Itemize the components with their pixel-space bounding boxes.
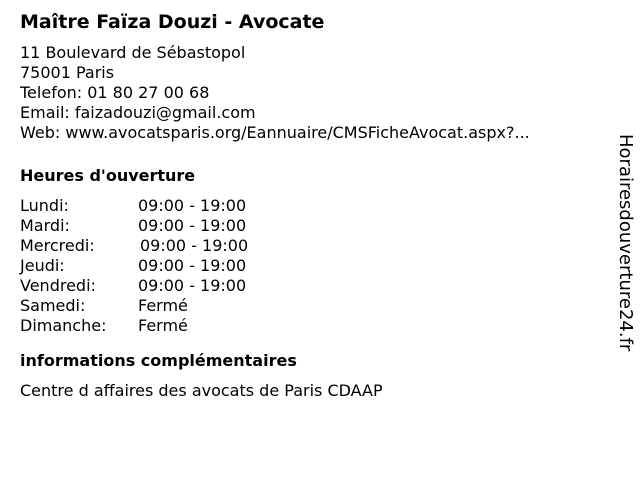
address-city: 75001 Paris xyxy=(20,63,115,82)
email-line: Email: faizadouzi@gmail.com xyxy=(20,103,256,122)
time-value: 09:00 - 19:00 xyxy=(140,236,249,255)
hours-row-saturday xyxy=(20,296,600,316)
day-label: Vendredi: xyxy=(20,276,96,295)
time-value: 09:00 - 19:00 xyxy=(138,256,247,275)
watermark-text: Horairesdouverture24.fr xyxy=(615,134,636,352)
additional-info-heading: informations complémentaires xyxy=(20,351,297,370)
hours-row-monday xyxy=(20,196,600,216)
time-value: Fermé xyxy=(138,296,188,315)
web-line: Web: www.avocatsparis.org/Eannuaire/CMSFicheAvocat.aspx?... xyxy=(20,123,530,142)
hours-row-wednesday xyxy=(20,236,600,256)
hours-row-friday xyxy=(20,276,600,296)
business-card xyxy=(20,10,600,401)
day-label: Jeudi: xyxy=(20,256,65,275)
day-label: Lundi: xyxy=(20,196,69,215)
hours-row-sunday xyxy=(20,316,600,336)
day-label: Mercredi: xyxy=(20,236,95,255)
additional-info-text: Centre d affaires des avocats de Paris CDAAP xyxy=(20,381,383,400)
hours-row-thursday xyxy=(20,256,600,276)
opening-hours-heading: Heures d'ouverture xyxy=(20,166,196,185)
site-watermark xyxy=(610,134,636,374)
page-title: Maître Faïza Douzi - Avocate xyxy=(20,11,325,33)
time-value: 09:00 - 19:00 xyxy=(138,276,247,295)
day-label: Dimanche: xyxy=(20,316,107,335)
hours-row-tuesday xyxy=(20,216,600,236)
phone-line: Telefon: 01 80 27 00 68 xyxy=(20,83,210,102)
day-label: Samedi: xyxy=(20,296,86,315)
day-label: Mardi: xyxy=(20,216,70,235)
time-value: 09:00 - 19:00 xyxy=(138,196,247,215)
time-value: Fermé xyxy=(138,316,188,335)
time-value: 09:00 - 19:00 xyxy=(138,216,247,235)
opening-hours-table xyxy=(20,196,600,336)
address-street: 11 Boulevard de Sébastopol xyxy=(20,43,246,62)
